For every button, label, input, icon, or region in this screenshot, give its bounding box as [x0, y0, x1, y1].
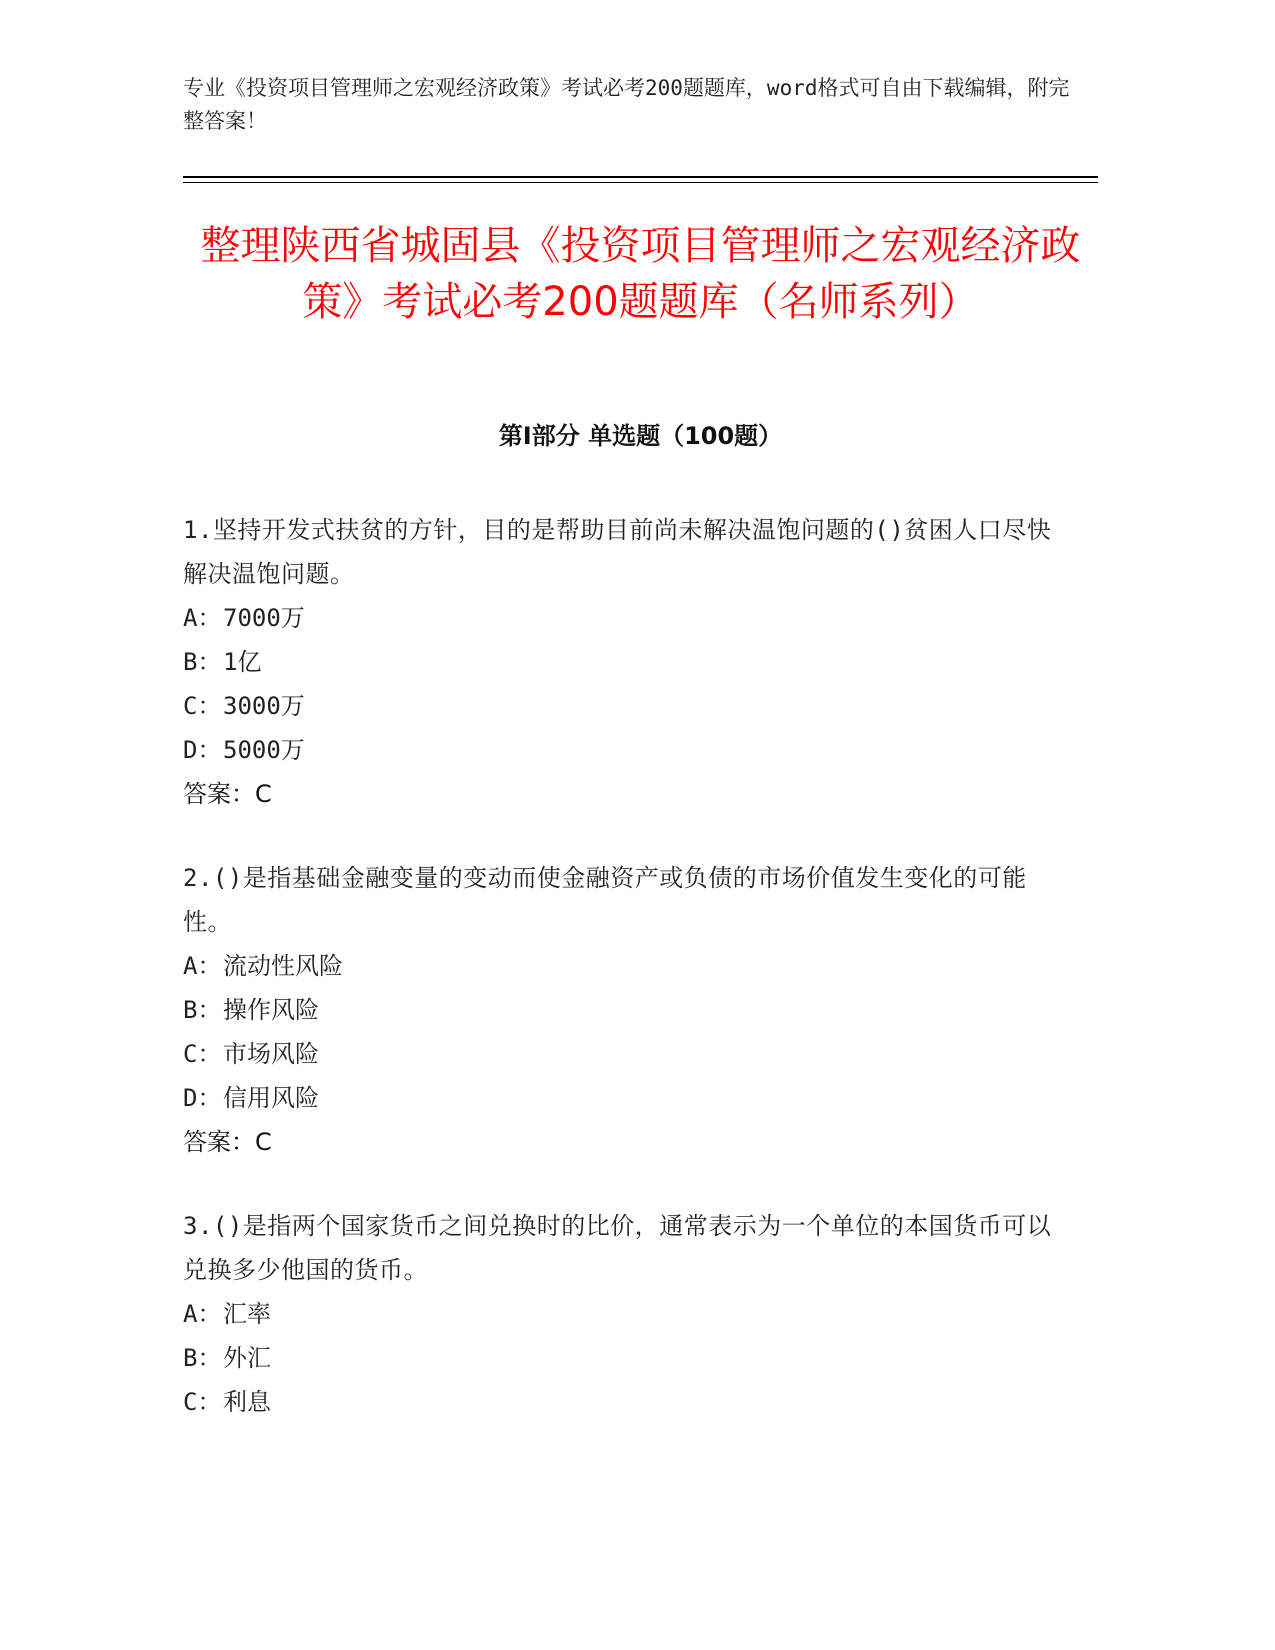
question-stem: 2.()是指基础金融变量的变动而使金融资产或负债的市场价值发生变化的可能性。 [183, 864, 1027, 936]
question-stem: 3.()是指两个国家货币之间兑换时的比价，通常表示为一个单位的本国货币可以兑换多少他国的货币。 [183, 1212, 1052, 1284]
option-list [183, 1292, 1063, 1424]
option-key: A： [183, 604, 222, 632]
option-key: D： [183, 1084, 222, 1112]
option-c [183, 1380, 1063, 1424]
option-key: C： [183, 1388, 222, 1416]
option-b [183, 640, 1063, 684]
option-list [183, 596, 1063, 772]
option-key: A： [183, 1300, 222, 1328]
header-divider-thick [183, 176, 1098, 178]
question-3 [183, 1204, 1063, 1424]
question-stem: 1.坚持开发式扶贫的方针，目的是帮助目前尚未解决温饱问题的()贫困人口尽快解决温饱问题。 [183, 516, 1052, 588]
option-b [183, 1336, 1063, 1380]
option-a [183, 1292, 1063, 1336]
option-a [183, 596, 1063, 640]
option-text: 7000万 [223, 604, 305, 632]
option-c [183, 1032, 1063, 1076]
option-text: 外汇 [223, 1344, 271, 1372]
option-text: 汇率 [223, 1300, 271, 1328]
option-text: 流动性风险 [223, 952, 343, 980]
section-heading: 第I部分 单选题（100题） [498, 422, 783, 450]
option-list [183, 944, 1063, 1120]
option-text: 操作风险 [223, 996, 319, 1024]
option-text: 利息 [223, 1388, 271, 1416]
option-key: B： [183, 996, 222, 1024]
option-text: 5000万 [223, 736, 305, 764]
option-key: A： [183, 952, 222, 980]
option-c [183, 684, 1063, 728]
option-text: 1亿 [223, 648, 262, 676]
answer-line: 答案：C [183, 780, 272, 808]
option-a [183, 944, 1063, 988]
option-key: B： [183, 1344, 222, 1372]
option-key: B： [183, 648, 222, 676]
option-b [183, 988, 1063, 1032]
option-key: C： [183, 692, 222, 720]
document-title: 整理陕西省城固县《投资项目管理师之宏观经济政策》考试必考200题题库（名师系列） [200, 223, 1081, 325]
answer-line: 答案：C [183, 1128, 272, 1156]
question-1 [183, 508, 1063, 816]
question-2 [183, 856, 1063, 1164]
option-text: 3000万 [223, 692, 305, 720]
header-note: 专业《投资项目管理师之宏观经济政策》考试必考200题题库，word格式可自由下载编辑，附完整答案！ [183, 76, 1070, 133]
option-d [183, 1076, 1063, 1120]
option-text: 信用风险 [223, 1084, 319, 1112]
option-key: C： [183, 1040, 222, 1068]
option-d [183, 728, 1063, 772]
option-key: D： [183, 736, 222, 764]
option-text: 市场风险 [223, 1040, 319, 1068]
header-divider-thin [183, 182, 1098, 183]
